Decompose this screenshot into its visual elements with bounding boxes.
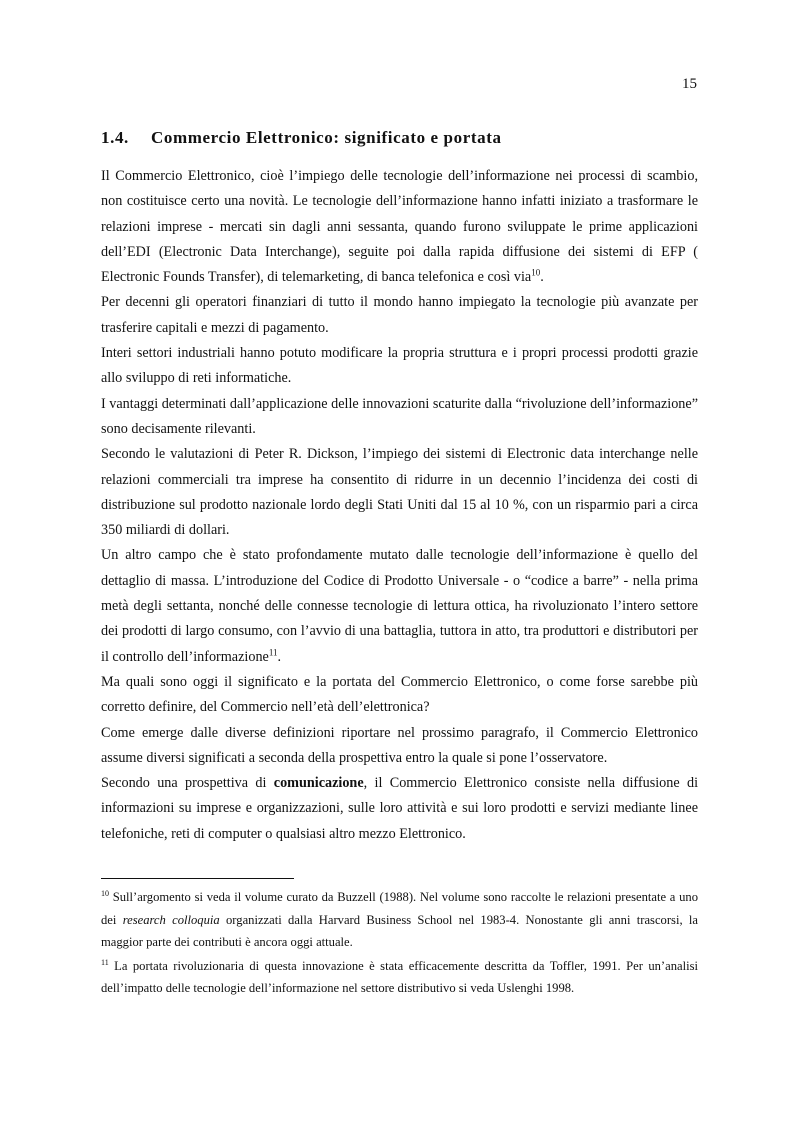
footnote-divider [101,878,294,879]
paragraph: Per decenni gli operatori finanziari di tutto il mondo hanno impiegato la tecnologie più avanzate per trasferire capitali e mezzi di pagamento. [101,294,698,336]
paragraph [101,164,698,290]
footnotes [101,886,698,1001]
paragraph-end: . [277,648,282,665]
paragraph [101,543,698,669]
paragraph: Interi settori industriali hanno potuto modificare la propria struttura e i propri processi prodotti grazie allo sviluppo di reti informatiche. [101,345,698,387]
paragraph-text: , il Commercio Elettronico consiste nella diffusione di informazioni su imprese e organizzazioni, sulle loro attività e sui loro prodotti e servizi mediante linee telefoniche, reti di computer o qualsiasi altro mezzo Elettronico. [101,775,699,842]
bold-term: comunicazione [273,775,364,792]
page-number: 15 [682,76,697,92]
footnote-number: 11 [101,957,109,967]
body-text [101,164,698,847]
paragraph [101,771,698,847]
footnote [101,886,698,954]
paragraph: Come emerge dalle diverse definizioni riportare nel prossimo paragrafo, il Commercio Elettronico assume diversi significati a seconda della prospettiva entro la quale si pone l’osservatore. [101,724,698,766]
footnote [101,955,698,1000]
paragraph: Secondo le valutazioni di Peter R. Dickson, l’impiego dei sistemi di Electronic data interchange nelle relazioni commerciali tra imprese ha consentito di ridurre in un decennio l’incidenza dei costi di distribuzione sul prodotto nazionale lordo degli Stati Uniti dal 15 al 10 %, con un risparmio pari a circa 350 miliardi di dollari. [101,446,698,539]
section-number: 1.4. [101,128,129,147]
paragraph-end: . [540,269,544,286]
section-heading [101,128,502,148]
paragraph-text: Secondo una prospettiva di [101,775,274,792]
footnote-ref: 10 [531,267,541,278]
footnote-number: 10 [101,888,109,898]
paragraph: I vantaggi determinati dall’applicazione delle innovazioni scaturite dalla “rivoluzione dell’informazione” sono decisamente rilevanti. [101,395,698,437]
paragraph-text: Il Commercio Elettronico, cioè l’impiego delle tecnologie dell’informazione nei processi di scambio, non costituisce certo una novità. Le tecnologie dell’informazione hanno infatti iniziato a trasformare le relazioni imprese - mercati sin dagli anni sessanta, quando furono sviluppate le prime applicazioni dell’EDI (Electronic Data Interchange), seguite poi dalla rapida diffusione dei sistemi di EFP ( Electronic Founds Transfer), di telemarketing, di banca telefonica e così via [101,168,698,286]
paragraph: Ma quali sono oggi il significato e la portata del Commercio Elettronico, o come forse sarebbe più corretto definire, del Commercio nell’età dell’elettronica? [101,673,698,716]
paragraph-text: Un altro campo che è stato profondamente mutato dalle tecnologie dell’informazione è quello del dettaglio di massa. L’introduzione del Codice di Prodotto Universale - o “codice a barre” - nella prima metà degli settanta, nonché delle connesse tecnologie di lettura ottica, ha rivoluzionato l’intero settore dei prodotti di largo consumo, con l’avvio di una battaglia, tuttora in atto, tra produttori e distributori per il controllo dell’informazione [101,547,698,665]
footnote-text: La portata rivoluzionaria di questa innovazione è stata efficacemente descritta da Toffler, 1991. Per un’analisi dell’impatto delle tecnologie dell’informazione nel settore distributivo si veda Uslenghi 1998. [101,958,698,995]
footnote-text: organizzati dalla Harvard Business School nel 1983-4. Nonostante gli anni trascorsi, la maggior parte dei contributi è ancora oggi attuale. [101,912,698,949]
footnote-ref: 11 [268,646,278,657]
footnote-text: Sull’argomento si veda il volume curato da Buzzell (1988). Nel volume sono raccolte le relazioni presentate a uno dei [101,890,698,927]
footnote-italic: research colloquia [122,912,220,927]
section-title: Commercio Elettronico: significato e portata [151,128,502,147]
